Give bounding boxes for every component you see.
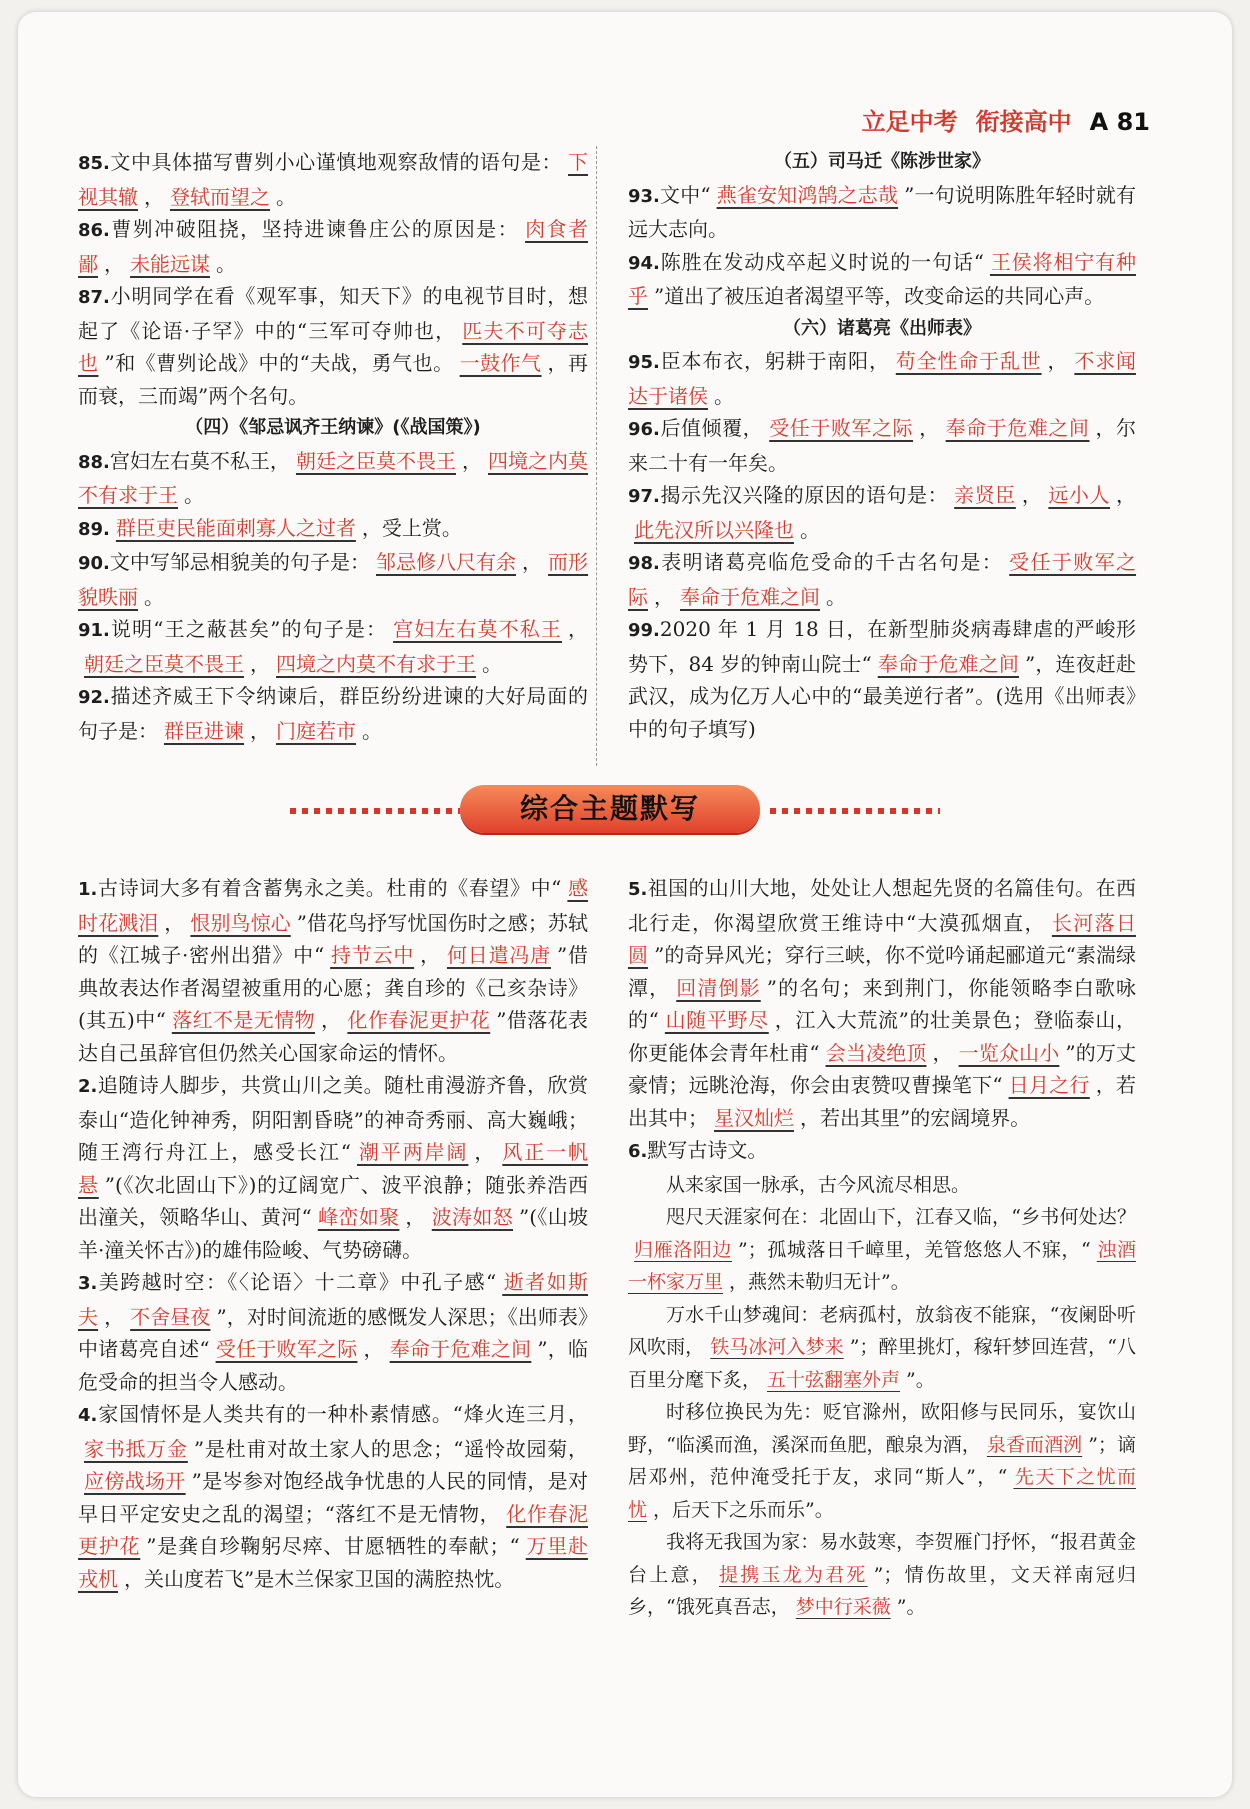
item-5: 5.祖国的山川大地，处处让人想起先贤的名篇佳句。在西北行走，你渴望欣赏王维诗中“大漠孤烟直， 长河落日圆 ”的奇异风光；穿行三峡，你不觉吟诵起郦道元“素湍绿潭， 回清倒影 ”的名句；来到荆门，你能领略李白歌咏的“ 山随平野尽 ，江入大荒流”的壮美景色；登临泰山，你更能体会青年杜甫“ 会当凌绝顶 ， 一览众山小 ”的万丈豪情；远眺沧海，你会由衷赞叹曹操笔下“ 日月之行 ，若出其中； 星汉灿烂 ，若出其里”的宏阔境界。 — [628, 876, 1137, 1130]
answer-blank: 逝者如斯夫 — [78, 1270, 588, 1329]
answer-blank: 远小人 — [1048, 483, 1111, 507]
top-left-column — [78, 146, 588, 747]
answer-blank: 奉命于危难之间 — [389, 1337, 532, 1361]
answer-blank: 五十弦翻塞外声 — [767, 1368, 901, 1391]
bottom-right-column — [628, 872, 1136, 1624]
poem-paragraph-3: 万水千山梦魂间：老病孤村，放翁夜不能寐，“夜阑卧听风吹雨， 铁马冰河入梦来 ”；醉里挑灯，稼轩梦回连营，“八百里分麾下炙， 五十弦翻塞外声 ”。 — [628, 1303, 1136, 1391]
poem-paragraph-2: 咫尺天涯家何在：北固山下，江春又临，“乡书何处达？归雁洛阳边 ”；孤城落日千嶂里，羌管悠悠人不寐，“ 浊酒一杯家万里 ，燕然未勒归无计”。 — [628, 1206, 1136, 1293]
question-90: 90.文中写邹忌相貌美的句子是： 邹忌修八尺有余 ， 而形貌昳丽 。 — [78, 550, 589, 609]
answer-blank: 奉命于危难之间 — [945, 416, 1090, 440]
answer-blank: 万里赴戎机 — [78, 1534, 589, 1591]
answer-blank: 受任于败军之际 — [769, 416, 914, 440]
answer-blank: 山随平野尽 — [664, 1008, 769, 1032]
item-1: 1.古诗词大多有着含蓄隽永之美。杜甫的《春望》中“ 感时花溅泪 ， 恨别鸟惊心 ”借花鸟抒写忧国伤时之感；苏轼的《江城子·密州出猎》中“ 持节云中 ， 何日遣冯唐 ”借典故表达作者渴望被重用的心愿；龚自珍的《己亥杂诗》(其五)中“ 落红不是无情物 ， 化作春泥更护花 ”借落花表达自己虽辞官但仍然关心国家命运的情怀。 — [78, 876, 589, 1065]
poem-paragraph-5: 我将无我国为家：易水鼓寒，李贺雁门抒怀，“报君黄金台上意， 提携玉龙为君死 ”；情伤故里，文天祥南冠归乡，“饿死真吾志， 梦中行采薇 ”。 — [628, 1531, 1136, 1618]
question-96: 96.后值倾覆， 受任于败军之际 ， 奉命于危难之间 ，尔来二十有一年矣。 — [628, 416, 1137, 475]
answer-blank: 归雁洛阳边 — [634, 1238, 733, 1261]
answer-blank: 落红不是无情物 — [171, 1008, 316, 1032]
answer-blank: 风正一帆悬 — [78, 1140, 589, 1197]
answer-blank: 回清倒影 — [676, 975, 761, 1000]
question-89: 89. 群臣吏民能面刺寡人之过者 ，受上赏。 — [78, 515, 462, 540]
answer-blank: 会当凌绝顶 — [825, 1040, 927, 1065]
answer-blank: 四境之内莫不有求于王 — [78, 448, 589, 507]
answer-blank: 肉食者鄙 — [78, 217, 589, 276]
poem-paragraph-4: 时移位换民为先：贬官滁州，欧阳修与民同乐，宴饮山野，“临溪而渔，溪深而鱼肥，酿泉为酒， 泉香而酒洌 ”；谪居邓州，范仲淹受托于友，求同“斯人”，“ 先天下之忧而忧 ，后天下之乐而乐”。 — [628, 1401, 1136, 1521]
answer-blank: 匹夫不可夺志也 — [78, 318, 588, 375]
answer-blank: 群臣进谏 — [164, 718, 244, 743]
question-97: 97.揭示先汉兴隆的原因的语句是： 亲贤臣 ， 远小人 ，此先汉所以兴隆也 。 — [628, 483, 1137, 542]
answer-blank: 何日遣冯唐 — [446, 943, 551, 967]
answer-blank: 奉命于危难之间 — [680, 584, 820, 609]
answer-blank: 王侯将相宁有种乎 — [628, 249, 1137, 308]
item-2: 2.追随诗人脚步，共赏山川之美。随杜甫漫游齐鲁，欣赏泰山“造化钟神秀，阴阳割昏晓”的神奇秀丽、高大巍峨；随王湾行舟江上，感受长江“ 潮平两岸阔 ， 风正一帆悬 ”(《次北固山下》)的辽阔宽广、波平浪静；随张养浩西出潼关，领略华山、黄河“ 峰峦如聚 ， 波涛如怒 ”(《山坡羊·潼关怀古》)的雄伟险峻、气势磅礴。 — [78, 1073, 589, 1262]
answer-blank: 登轼而望之 — [170, 184, 270, 209]
answer-blank: 家书抵万金 — [84, 1436, 188, 1461]
item-4: 4.家国情怀是人类共有的一种朴素情感。“烽火连三月，家书抵万金 ”是杜甫对故土家人的思念；“遥怜故园菊，应傍战场开 ”是岑参对饱经战争忧患的人民的同情，是对早日平定安史之乱的渴望；“落红不是无情物， 化作春泥更护花 ”是龚自珍鞠躬尽瘁、甘愿牺牲的奉献；“ 万里赴戎机 ，关山度若飞”是木兰保家卫国的满腔热忱。 — [78, 1402, 589, 1591]
banner-decoration-right — [770, 808, 940, 814]
question-98: 98.表明诸葛亮临危受命的千古名句是： 受任于败军之际 ， 奉命于危难之间 。 — [628, 550, 1137, 609]
answer-blank: 长河落日圆 — [628, 910, 1137, 967]
answer-blank: 梦中行采薇 — [795, 1596, 891, 1618]
answer-blank: 持节云中 — [330, 943, 415, 967]
answer-blank: 受任于败军之际 — [628, 550, 1137, 609]
answer-blank: 日月之行 — [1008, 1073, 1090, 1097]
page-header — [862, 102, 1150, 137]
answer-blank: 四境之内莫不有求于王 — [276, 651, 476, 676]
item-3: 3.美跨越时空：《〈论语〉十二章》中孔子感“ 逝者如斯夫 ， 不舍昼夜 ”，对时间流逝的感慨发人深思；《出师表》中诸葛亮自述“ 受任于败军之际 ， 奉命于危难之间 ”，临危受命的担当令人感动。 — [78, 1270, 589, 1394]
answer-blank: 燕雀安知鸿鹄之志哉 — [716, 182, 899, 207]
page-number: A 81 — [1089, 108, 1150, 136]
question-94: 94.陈胜在发动戍卒起义时说的一句话“ 王侯将相宁有种乎 ”道出了被压迫者渴望平等，改变命运的共同心声。 — [628, 249, 1137, 308]
poem-paragraph-1: 从来家国一脉承，古今风流尽相思。 — [666, 1173, 971, 1196]
answer-blank: 受任于败军之际 — [215, 1337, 358, 1361]
answer-blank: 朝廷之臣莫不畏王 — [295, 448, 456, 473]
answer-blank: 苟全性命于乱世 — [895, 349, 1042, 373]
answer-blank: 未能远谋 — [130, 251, 210, 276]
item-6: 6.默写古诗文。 — [628, 1138, 768, 1162]
top-right-column — [628, 146, 1136, 745]
answer-blank: 应傍战场开 — [84, 1469, 186, 1493]
answer-blank: 亲贤臣 — [954, 483, 1016, 507]
column-divider — [596, 146, 597, 766]
answer-blank: 化作春泥更护花 — [347, 1008, 491, 1032]
answer-blank: 峰峦如聚 — [317, 1205, 400, 1229]
answer-blank: 群臣吏民能面刺寡人之过者 — [115, 515, 356, 540]
answer-blank: 星汉灿烂 — [714, 1105, 794, 1130]
banner-title: 综合主题默写 — [460, 785, 760, 833]
answer-blank: 不舍昼夜 — [130, 1304, 211, 1329]
answer-blank: 而形貌昳丽 — [78, 550, 589, 609]
answer-blank: 化作春泥更护花 — [78, 1501, 588, 1558]
question-93: 93.文中“ 燕雀安知鸿鹄之志哉 ”一句说明陈胜年轻时就有远大志向。 — [628, 182, 1137, 241]
question-87: 87.小明同学在看《观军事，知天下》的电视节目时，想起了《论语·子罕》中的“三军可夺帅也， 匹夫不可夺志也 ”和《曹刿论战》中的“夫战，勇气也。 一鼓作气 ，再而衰，三而竭”两个名句。 — [78, 284, 589, 408]
question-88: 88.宫妇左右莫不私王， 朝廷之臣莫不畏王 ， 四境之内莫不有求于王 。 — [78, 448, 589, 507]
banner-decoration-left — [290, 808, 460, 814]
answer-blank: 提携玉龙为君死 — [718, 1563, 868, 1586]
answer-blank: 铁马冰河入梦来 — [710, 1336, 844, 1358]
header-slogan-right: 衔接高中 — [975, 108, 1072, 136]
answer-blank: 浊酒一杯家万里 — [628, 1238, 1136, 1293]
answer-blank: 恨别鸟惊心 — [190, 910, 291, 935]
question-99: 99.2020 年 1 月 18 日，在新型肺炎病毒肆虐的严峻形势下，84 岁的钟南山院士“ 奉命于危难之间 ”，连夜赶赴武汉，成为亿万人心中的“最美逆行者”。(选用《出师表》中的句子填写) — [628, 617, 1137, 741]
question-91: 91.说明“王之蔽甚矣”的句子是： 宫妇左右莫不私王 ，朝廷之臣莫不畏王 ， 四境之内莫不有求于王 。 — [78, 617, 589, 676]
answer-blank: 朝廷之臣莫不畏王 — [84, 651, 244, 676]
section-heading-5: （五）司马迁《陈涉世家》 — [774, 151, 990, 172]
answer-blank: 此先汉所以兴隆也 — [634, 517, 794, 542]
bottom-left-column — [78, 872, 588, 1595]
question-95: 95.臣本布衣，躬耕于南阳， 苟全性命于乱世 ， 不求闻达于诸侯 。 — [628, 349, 1137, 408]
section-banner — [290, 785, 940, 837]
answer-blank: 先天下之忧而忧 — [628, 1466, 1136, 1521]
answer-blank: 一览众山小 — [958, 1040, 1060, 1065]
answer-blank: 宫妇左右莫不私王 — [393, 617, 563, 641]
answer-blank: 一鼓作气 — [459, 351, 542, 375]
answer-blank: 门庭若市 — [276, 718, 356, 743]
question-86: 86.曹刿冲破阻挠，坚持进谏鲁庄公的原因是： 肉食者鄙 ， 未能远谋 。 — [78, 217, 589, 276]
answer-blank: 奉命于危难之间 — [877, 651, 1019, 676]
section-heading-4: （四）《邹忌讽齐王纳谏》(《战国策》) — [185, 417, 481, 438]
answer-blank: 波涛如怒 — [431, 1205, 514, 1229]
header-slogan-left: 立足中考 — [861, 108, 958, 136]
section-heading-6: （六）诸葛亮《出师表》 — [783, 317, 981, 339]
question-85: 85.文中具体描写曹刿小心谨慎地观察敌情的语句是： 下视其辙 ， 登轼而望之 。 — [78, 150, 588, 209]
answer-blank: 下视其辙 — [78, 150, 588, 209]
answer-blank: 泉香而酒洌 — [986, 1433, 1083, 1456]
answer-blank: 邹忌修八尺有余 — [375, 550, 517, 574]
question-92: 92.描述齐威王下令纳谏后，群臣纷纷进谏的大好局面的句子是： 群臣进谏 ， 门庭若市 。 — [78, 684, 588, 743]
answer-blank: 潮平两岸阔 — [357, 1140, 469, 1164]
answer-blank: 感时花溅泪 — [78, 876, 588, 935]
answer-blank: 不求闻达于诸侯 — [628, 349, 1137, 408]
